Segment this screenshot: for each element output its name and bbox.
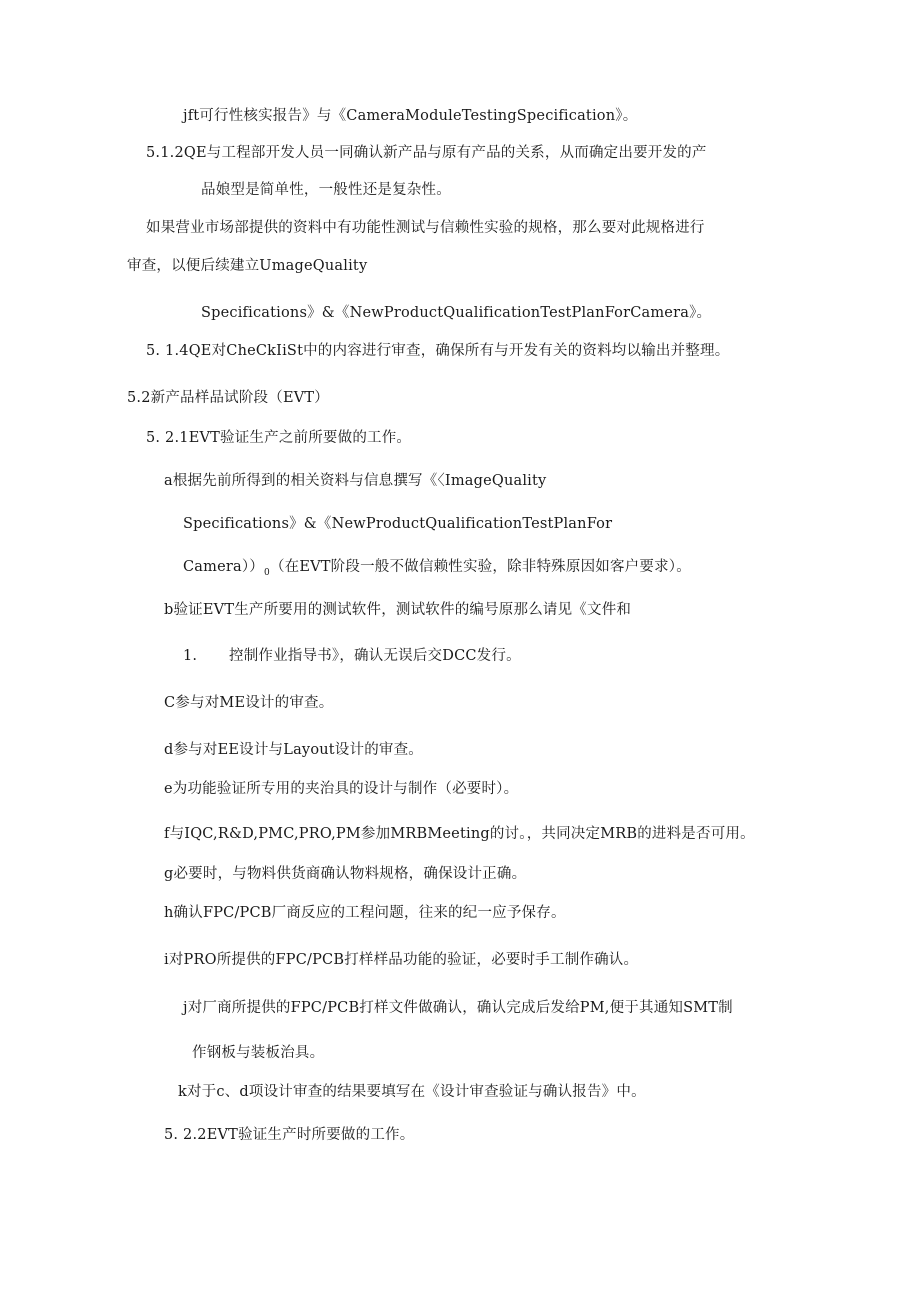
section-5-2-heading: 5.2新产品样品试阶段（EVT） bbox=[127, 390, 329, 406]
item-d: d参与对EE设计与Layout设计的审查。 bbox=[164, 742, 424, 758]
item-h: h确认FPC/PCB厂商反应的工程问题，往来的纪一应予保存。 bbox=[164, 905, 566, 921]
item-b-cont: 控制作业指导书》，确认无误后交DCC发行。 bbox=[229, 648, 521, 664]
text-line-3: 品娘型是简单性，一般性还是复杂性。 bbox=[201, 182, 451, 198]
item-a-cont-2-end: （在EVT阶段一般不做信赖性实验，除非特殊原因如客户要求）。 bbox=[269, 559, 691, 575]
section-5-2-2: 5. 2.2EVT验证生产时所要做的工作。 bbox=[164, 1127, 415, 1143]
item-k: k对于c、d项设计审查的结果要填写在《设计审查验证与确认报告》中。 bbox=[178, 1084, 646, 1100]
text-line-6: Specifications》&《NewProductQualificationTestPlanForCamera》。 bbox=[201, 305, 712, 321]
item-e: e为功能验证所专用的夹治具的设计与制作（必要时）。 bbox=[164, 781, 519, 797]
item-b-list-number: 1. bbox=[183, 648, 198, 664]
item-c: C参与对ME设计的审查。 bbox=[164, 695, 334, 711]
item-g: g必要时，与物料供货商确认物料规格，确保设计正确。 bbox=[164, 866, 527, 882]
item-j: j对厂商所提供的FPC/PCB打样文件做确认，确认完成后发给PM,便于其通知SMT制 bbox=[183, 1000, 733, 1016]
item-a-cont-2-start: Camera）） bbox=[183, 559, 264, 575]
text-line-5: 审查，以便后续建立UmageQuality bbox=[127, 258, 368, 274]
item-f: f与IQC,R&D,PMC,PRO,PM参加MRBMeeting的讨。，共同决定MRB的进料是否可用。 bbox=[164, 826, 755, 842]
section-5-1-4: 5. 1.4QE对CheCkIiSt中的内容进行审查，确保所有与开发有关的资料均以输出并整理。 bbox=[146, 343, 730, 359]
item-a: a根据先前所得到的相关资料与信息撰写《〈ImageQuality bbox=[164, 473, 547, 489]
item-i: i对PRO所提供的FPC/PCB打样样品功能的验证，必要时手工制作确认。 bbox=[164, 952, 639, 968]
item-a-cont-2 bbox=[183, 557, 691, 583]
item-a-cont-1: Specifications》&《NewProductQualificationTestPlanFor bbox=[183, 516, 613, 532]
item-j-cont: 作钢板与装板治具。 bbox=[192, 1045, 325, 1061]
item-a-subscript: 0 bbox=[264, 568, 270, 578]
item-b: b验证EVT生产所要用的测试软件，测试软件的编号原那么请见《文件和 bbox=[164, 602, 632, 618]
text-line-4: 如果营业市场部提供的资料中有功能性测试与信赖性实验的规格，那么要对此规格进行 bbox=[146, 220, 705, 236]
section-5-2-1: 5. 2.1EVT验证生产之前所要做的工作。 bbox=[146, 430, 412, 446]
section-5-1-2: 5.1.2QE与工程部开发人员一同确认新产品与原有产品的关系，从而确定出要开发的产 bbox=[146, 145, 707, 161]
text-line-1: jft可行性核实报告》与《CameraModuleTestingSpecification》。 bbox=[183, 108, 638, 124]
